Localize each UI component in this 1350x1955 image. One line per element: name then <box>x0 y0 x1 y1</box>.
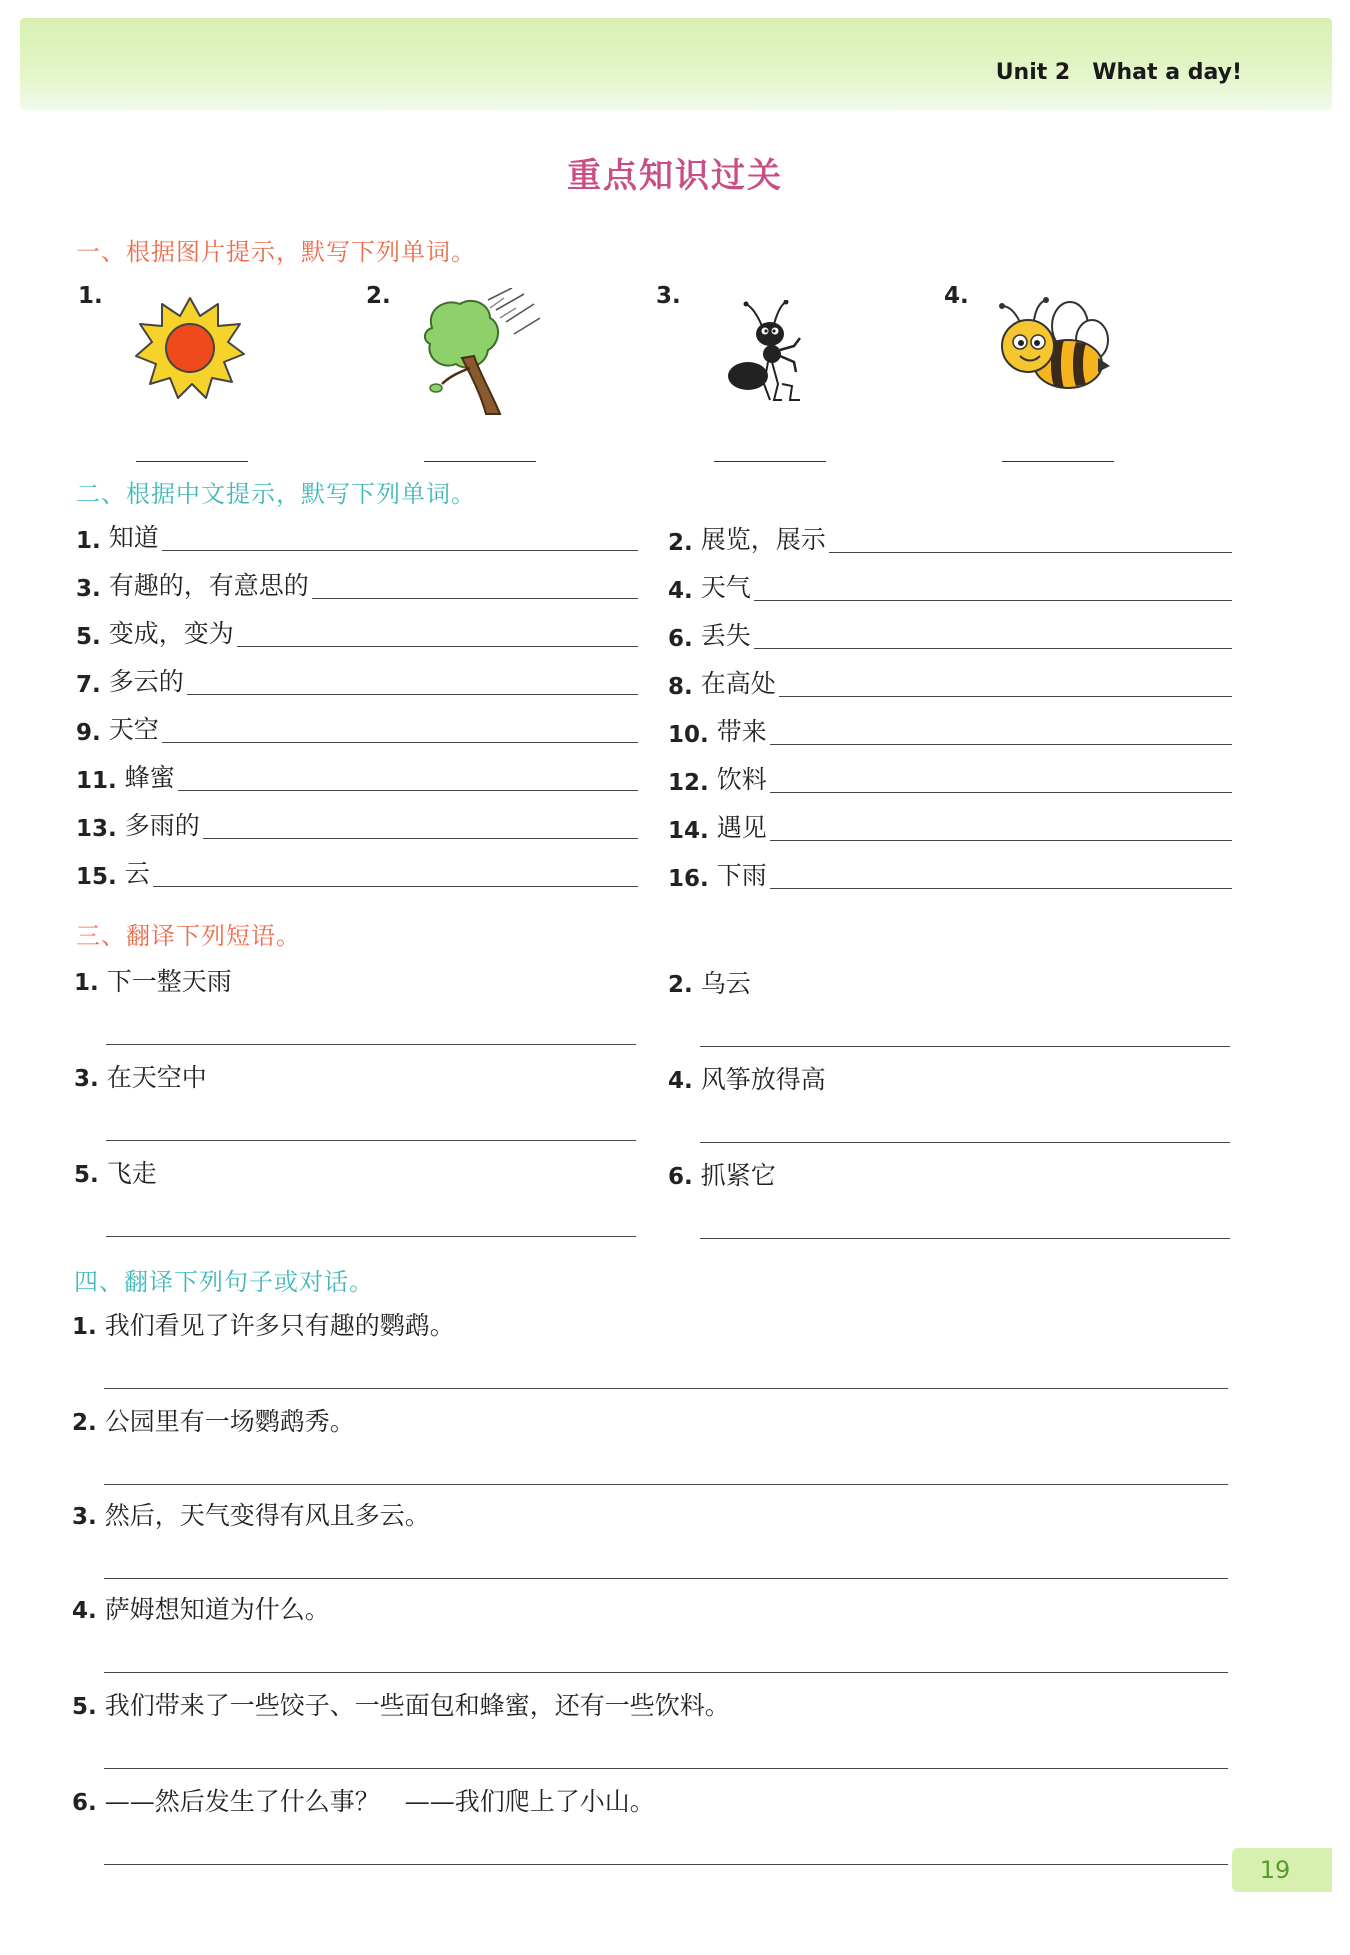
phrase-item <box>668 964 751 1000</box>
page-number: 19 <box>1259 1856 1291 1884</box>
answer-line[interactable] <box>104 1864 1228 1865</box>
word-prompt: 蜂蜜 <box>124 763 175 792</box>
phrase-number: 4. <box>668 1068 693 1094</box>
sentence-prompt: ——然后发生了什么事？ ——我们爬上了小山。 <box>104 1787 655 1816</box>
word-row <box>76 854 638 890</box>
word-row <box>76 662 638 698</box>
answer-line[interactable] <box>104 1388 1228 1389</box>
answer-line[interactable] <box>700 1238 1230 1239</box>
answer-line[interactable] <box>187 694 638 695</box>
phrase-prompt: 抓紧它 <box>700 1161 776 1190</box>
word-number: 13. <box>76 816 117 842</box>
word-number: 10. <box>668 722 709 748</box>
word-number: 7. <box>76 672 101 698</box>
answer-line[interactable] <box>104 1484 1228 1485</box>
sentence-prompt: 我们带来了一些饺子、一些面包和蜂蜜，还有一些饮料。 <box>104 1691 730 1720</box>
answer-line[interactable] <box>770 840 1232 841</box>
answer-line[interactable] <box>162 742 638 743</box>
word-row <box>668 808 1232 844</box>
answer-line[interactable] <box>770 792 1232 793</box>
answer-line[interactable] <box>106 1044 636 1045</box>
phrase-prompt: 在天空中 <box>106 1063 207 1092</box>
sentence-number: 2. <box>72 1410 97 1436</box>
word-row <box>668 664 1232 700</box>
word-row <box>76 614 638 650</box>
sentence-number: 5. <box>72 1694 97 1720</box>
sentence-number: 3. <box>72 1504 97 1530</box>
word-row <box>76 806 638 842</box>
answer-line[interactable] <box>203 838 638 839</box>
windy-tree-icon <box>420 288 542 418</box>
answer-line[interactable] <box>312 598 638 599</box>
sentence-number: 1. <box>72 1314 97 1340</box>
word-number: 16. <box>668 866 709 892</box>
phrase-prompt: 风筝放得高 <box>700 1065 826 1094</box>
answer-line[interactable] <box>104 1768 1228 1769</box>
answer-line[interactable] <box>754 600 1232 601</box>
unit-header <box>974 60 1242 85</box>
word-number: 15. <box>76 864 117 890</box>
sentence-item <box>72 1782 655 1818</box>
phrase-number: 3. <box>74 1066 99 1092</box>
phrase-number: 1. <box>74 970 99 996</box>
word-number: 8. <box>668 674 693 700</box>
answer-line[interactable] <box>162 550 638 551</box>
word-number: 4. <box>668 578 693 604</box>
picture-item-number: 4. <box>944 283 969 309</box>
phrase-item <box>74 1058 207 1094</box>
sentence-item <box>72 1306 455 1342</box>
picture-item-number: 1. <box>78 283 103 309</box>
word-number: 2. <box>668 530 693 556</box>
word-prompt: 展览，展示 <box>700 525 826 554</box>
word-number: 11. <box>76 768 117 794</box>
answer-line[interactable] <box>136 461 248 462</box>
word-row <box>668 616 1232 652</box>
word-number: 3. <box>76 576 101 602</box>
word-number: 6. <box>668 626 693 652</box>
word-row <box>76 518 638 554</box>
section2-heading: 二、根据中文提示，默写下列单词。 <box>76 480 476 508</box>
word-prompt: 有趣的，有意思的 <box>108 571 309 600</box>
word-prompt: 丢失 <box>700 621 751 650</box>
word-row <box>668 568 1232 604</box>
word-prompt: 带来 <box>716 717 767 746</box>
phrase-prompt: 乌云 <box>700 969 751 998</box>
sentence-item <box>72 1590 330 1626</box>
word-prompt: 饮料 <box>716 765 767 794</box>
unit-title: What a day! <box>1092 60 1242 85</box>
word-row <box>668 760 1232 796</box>
sentence-item <box>72 1496 430 1532</box>
word-number: 12. <box>668 770 709 796</box>
answer-line[interactable] <box>178 790 638 791</box>
phrase-item <box>668 1060 826 1096</box>
phrase-item <box>74 1154 157 1190</box>
answer-line[interactable] <box>700 1046 1230 1047</box>
word-number: 5. <box>76 624 101 650</box>
phrase-number: 2. <box>668 972 693 998</box>
answer-line[interactable] <box>424 461 536 462</box>
word-row <box>76 566 638 602</box>
word-prompt: 下雨 <box>716 861 767 890</box>
section1-heading: 一、根据图片提示，默写下列单词。 <box>76 238 476 266</box>
word-prompt: 天空 <box>108 715 159 744</box>
page-title: 重点知识过关 <box>567 156 783 196</box>
sentence-item <box>72 1402 355 1438</box>
sentence-item <box>72 1686 730 1722</box>
answer-line[interactable] <box>700 1142 1230 1143</box>
answer-line[interactable] <box>104 1578 1228 1579</box>
word-prompt: 在高处 <box>700 669 776 698</box>
word-prompt: 天气 <box>700 573 751 602</box>
sentence-prompt: 公园里有一场鹦鹉秀。 <box>104 1407 355 1436</box>
word-number: 14. <box>668 818 709 844</box>
sentence-prompt: 萨姆想知道为什么。 <box>104 1595 330 1624</box>
sentence-prompt: 然后，天气变得有风且多云。 <box>104 1501 430 1530</box>
answer-line[interactable] <box>106 1140 636 1141</box>
answer-line[interactable] <box>106 1236 636 1237</box>
phrase-number: 5. <box>74 1162 99 1188</box>
answer-line[interactable] <box>770 888 1232 889</box>
answer-line[interactable] <box>153 886 638 887</box>
phrase-prompt: 飞走 <box>106 1159 157 1188</box>
sun-icon <box>134 296 246 400</box>
ant-icon <box>720 300 824 404</box>
word-prompt: 遇见 <box>716 813 767 842</box>
answer-line[interactable] <box>1002 461 1114 462</box>
word-row <box>76 758 638 794</box>
word-prompt: 变成，变为 <box>108 619 234 648</box>
word-row <box>668 712 1232 748</box>
word-prompt: 多云的 <box>108 667 184 696</box>
section4-heading: 四、翻译下列句子或对话。 <box>74 1268 374 1296</box>
word-prompt: 多雨的 <box>124 811 200 840</box>
answer-line[interactable] <box>829 552 1232 553</box>
phrase-item <box>74 962 232 998</box>
word-prompt: 知道 <box>108 523 159 552</box>
word-row <box>668 856 1232 892</box>
word-number: 1. <box>76 528 101 554</box>
answer-line[interactable] <box>237 646 638 647</box>
answer-line[interactable] <box>770 744 1232 745</box>
word-prompt: 云 <box>124 859 150 888</box>
phrase-prompt: 下一整天雨 <box>106 967 232 996</box>
unit-label: Unit 2 <box>995 60 1071 85</box>
sentence-number: 4. <box>72 1598 97 1624</box>
answer-line[interactable] <box>779 696 1232 697</box>
answer-line[interactable] <box>754 648 1232 649</box>
sentence-number: 6. <box>72 1790 97 1816</box>
bee-icon <box>992 296 1116 400</box>
phrase-number: 6. <box>668 1164 693 1190</box>
answer-line[interactable] <box>714 461 826 462</box>
answer-line[interactable] <box>104 1672 1228 1673</box>
picture-item-number: 2. <box>366 283 391 309</box>
sentence-prompt: 我们看见了许多只有趣的鹦鹉。 <box>104 1311 455 1340</box>
word-row <box>668 520 1232 556</box>
section3-heading: 三、翻译下列短语。 <box>76 922 301 950</box>
phrase-item <box>668 1156 776 1192</box>
word-number: 9. <box>76 720 101 746</box>
picture-item-number: 3. <box>656 283 681 309</box>
word-row <box>76 710 638 746</box>
